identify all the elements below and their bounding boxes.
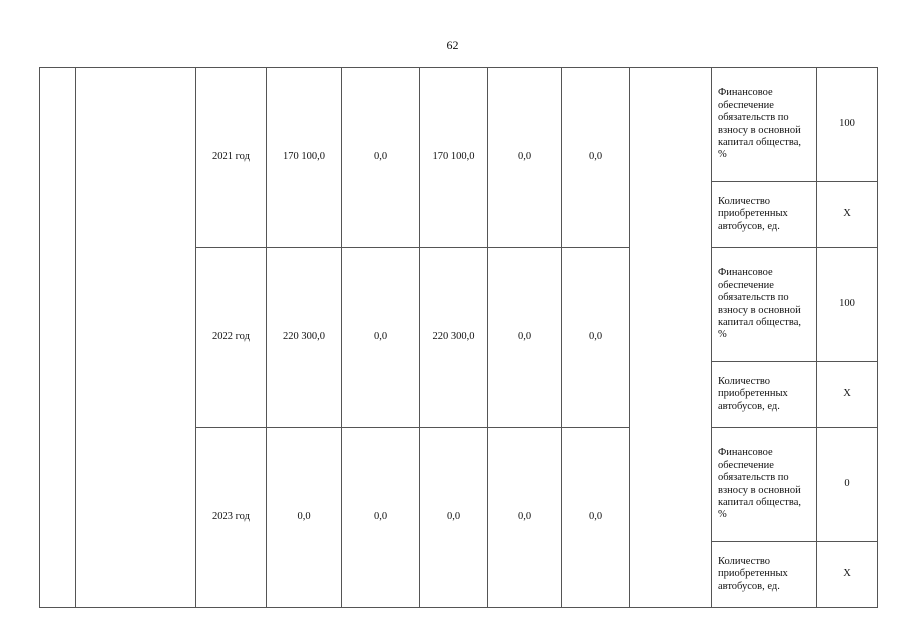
- indicator-name: Количество приобретенных автобусов, ед.: [718, 555, 788, 592]
- financing-table: [39, 67, 878, 608]
- indicator-value-cell: 100: [817, 248, 878, 362]
- indicator-value-cell: Х: [817, 182, 878, 248]
- indicator-name-cell: [712, 68, 817, 182]
- indicator-name: Количество приобретенных автобусов, ед.: [718, 195, 788, 232]
- amount-total-cell: 170 100,0: [267, 68, 342, 248]
- indicator-value-cell: 0: [817, 428, 878, 542]
- amount-cell: 0,0: [562, 248, 630, 428]
- number-cell: [40, 68, 76, 608]
- indicator-name: Финансовое обеспечение обязательств по взносу в основной капитал общества, %: [718, 447, 801, 521]
- measure-name-cell: [76, 68, 196, 608]
- amount-cell: 0,0: [342, 248, 420, 428]
- year-cell: 2022 год: [196, 248, 267, 428]
- page-number: 62: [446, 38, 459, 52]
- amount-total-cell: 0,0: [267, 428, 342, 608]
- amount-cell: 0,0: [342, 68, 420, 248]
- executor-cell: [630, 68, 712, 608]
- table-row: [40, 68, 878, 182]
- indicator-name-cell: [712, 362, 817, 428]
- amount-cell: 170 100,0: [420, 68, 488, 248]
- indicator-name-cell: [712, 182, 817, 248]
- year-cell: 2023 год: [196, 428, 267, 608]
- amount-cell: 0,0: [420, 428, 488, 608]
- amount-cell: 0,0: [488, 248, 562, 428]
- amount-cell: 0,0: [488, 68, 562, 248]
- indicator-name: Количество приобретенных автобусов, ед.: [718, 375, 788, 412]
- amount-total-cell: 220 300,0: [267, 248, 342, 428]
- amount-cell: 0,0: [342, 428, 420, 608]
- indicator-name: Финансовое обеспечение обязательств по взносу в основной капитал общества, %: [718, 87, 801, 161]
- indicator-value-cell: Х: [817, 542, 878, 608]
- indicator-value-cell: Х: [817, 362, 878, 428]
- year-cell: 2021 год: [196, 68, 267, 248]
- indicator-name-cell: [712, 542, 817, 608]
- amount-cell: 0,0: [488, 428, 562, 608]
- indicator-name: Финансовое обеспечение обязательств по взносу в основной капитал общества, %: [718, 267, 801, 341]
- amount-cell: 0,0: [562, 68, 630, 248]
- amount-cell: 0,0: [562, 428, 630, 608]
- amount-cell: 220 300,0: [420, 248, 488, 428]
- indicator-name-cell: [712, 248, 817, 362]
- indicator-name-cell: [712, 428, 817, 542]
- indicator-value-cell: 100: [817, 68, 878, 182]
